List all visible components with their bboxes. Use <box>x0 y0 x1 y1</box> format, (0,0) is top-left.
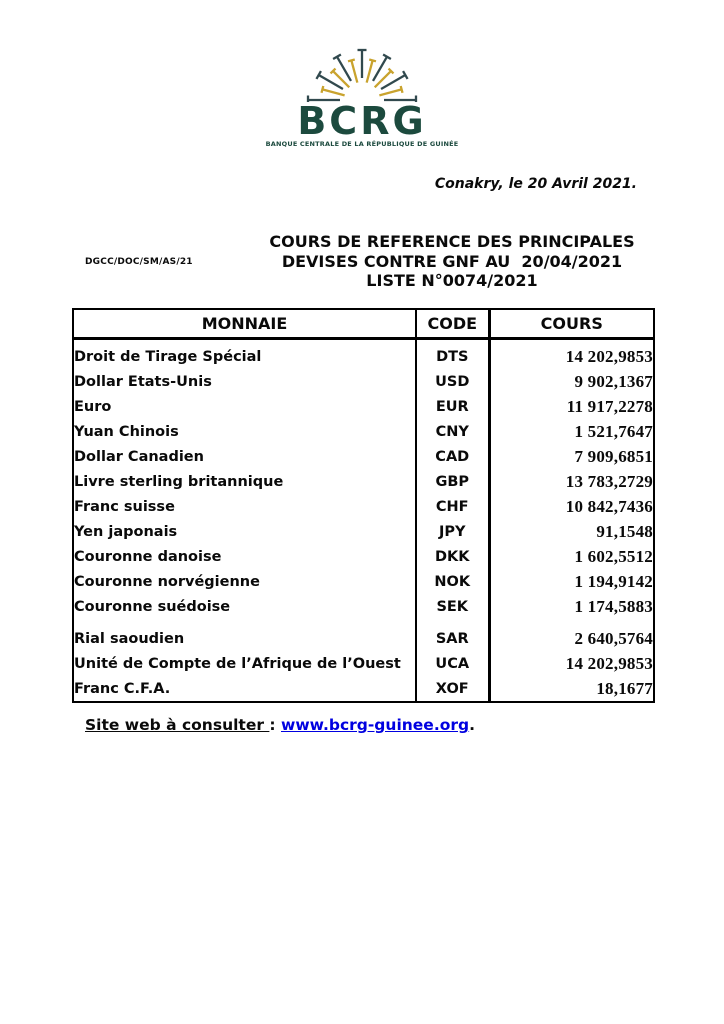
currency-name-cell: Euro <box>74 398 112 415</box>
currency-rate-cell: 2 640,5764 <box>489 619 654 651</box>
currency-name-cell: Dollar Etats-Unis <box>74 373 212 390</box>
currency-rate-cell: 1 174,5883 <box>489 594 654 619</box>
document-title <box>242 232 662 291</box>
table-row <box>73 544 654 569</box>
currency-rate-cell: 13 783,2729 <box>489 469 654 494</box>
currency-rate-cell: 1 521,7647 <box>489 419 654 444</box>
table-row <box>73 676 654 702</box>
table-row <box>73 594 654 619</box>
table-row <box>73 494 654 519</box>
currency-name-cell: Unité de Compte de l’Afrique de l’Ouest <box>74 655 401 672</box>
bcrg-logo <box>232 44 492 148</box>
currency-name-cell: Yuan Chinois <box>74 423 179 440</box>
currency-rate-cell: 11 917,2278 <box>489 394 654 419</box>
website-separator: : <box>269 716 281 734</box>
table-row <box>73 444 654 469</box>
currency-code-cell: XOF <box>416 676 489 702</box>
website-line <box>85 716 475 734</box>
header-code: CODE <box>416 309 489 339</box>
currency-rate-cell: 7 909,6851 <box>489 444 654 469</box>
table-header-row <box>73 309 654 339</box>
currency-code-cell: SEK <box>416 594 489 619</box>
currency-name-cell: Couronne danoise <box>74 548 222 565</box>
currency-name-cell: Dollar Canadien <box>74 448 204 465</box>
website-label: Site web à consulter <box>85 716 270 734</box>
website-link[interactable]: www.bcrg-guinee.org <box>281 716 470 734</box>
table-row <box>73 651 654 676</box>
currency-rate-cell: 91,1548 <box>489 519 654 544</box>
reference-code: DGCC/DOC/SM/AS/21 <box>85 257 193 267</box>
logo-rays-icon <box>287 44 437 102</box>
currency-code-cell: GBP <box>416 469 489 494</box>
currency-code-cell: CAD <box>416 444 489 469</box>
currency-rate-cell: 1 194,9142 <box>489 569 654 594</box>
currency-code-cell: SAR <box>416 619 489 651</box>
table-row <box>73 469 654 494</box>
table-row <box>73 619 654 651</box>
currency-rate-cell: 18,1677 <box>489 676 654 702</box>
table-row <box>73 339 654 370</box>
currency-name-cell: Livre sterling britannique <box>74 473 284 490</box>
website-period: . <box>469 716 475 734</box>
currency-code-cell: USD <box>416 369 489 394</box>
currency-code-cell: EUR <box>416 394 489 419</box>
currency-code-cell: DTS <box>416 339 489 370</box>
currency-rate-cell: 10 842,7436 <box>489 494 654 519</box>
currency-name-cell: Droit de Tirage Spécial <box>74 348 262 365</box>
currency-name-cell: Yen japonais <box>74 523 178 540</box>
currency-code-cell: CNY <box>416 419 489 444</box>
currency-name-cell: Rial saoudien <box>74 630 185 647</box>
exchange-rates-table <box>72 308 655 703</box>
logo-acronym: BCRG <box>297 99 427 143</box>
table-row <box>73 519 654 544</box>
currency-rate-cell: 14 202,9853 <box>489 651 654 676</box>
currency-name-cell: Couronne suédoise <box>74 598 231 615</box>
title-line-1: COURS DE REFERENCE DES PRINCIPALES <box>269 232 635 251</box>
currency-code-cell: CHF <box>416 494 489 519</box>
title-line-2: DEVISES CONTRE GNF AU 20/04/2021 <box>281 251 623 271</box>
currency-rate-cell: 14 202,9853 <box>489 339 654 370</box>
date-line: Conakry, le 20 Avril 2021. <box>434 176 637 192</box>
currency-name-cell: Franc suisse <box>74 498 175 515</box>
currency-code-cell: JPY <box>416 519 489 544</box>
currency-name-cell: Franc C.F.A. <box>74 680 171 697</box>
table-row <box>73 569 654 594</box>
header-cours: COURS <box>489 309 654 339</box>
currency-code-cell: DKK <box>416 544 489 569</box>
table-row <box>73 369 654 394</box>
currency-code-cell: NOK <box>416 569 489 594</box>
title-line-3: LISTE N°0074/2021 <box>366 271 538 290</box>
currency-name-cell: Couronne norvégienne <box>74 573 260 590</box>
logo-subtitle: BANQUE CENTRALE DE LA RÉPUBLIQUE DE GUINÉE <box>265 140 459 148</box>
currency-code-cell: UCA <box>416 651 489 676</box>
table-row <box>73 394 654 419</box>
currency-rate-cell: 9 902,1367 <box>489 369 654 394</box>
currency-rate-cell: 1 602,5512 <box>489 544 654 569</box>
table-row <box>73 419 654 444</box>
header-monnaie: MONNAIE <box>73 309 416 339</box>
